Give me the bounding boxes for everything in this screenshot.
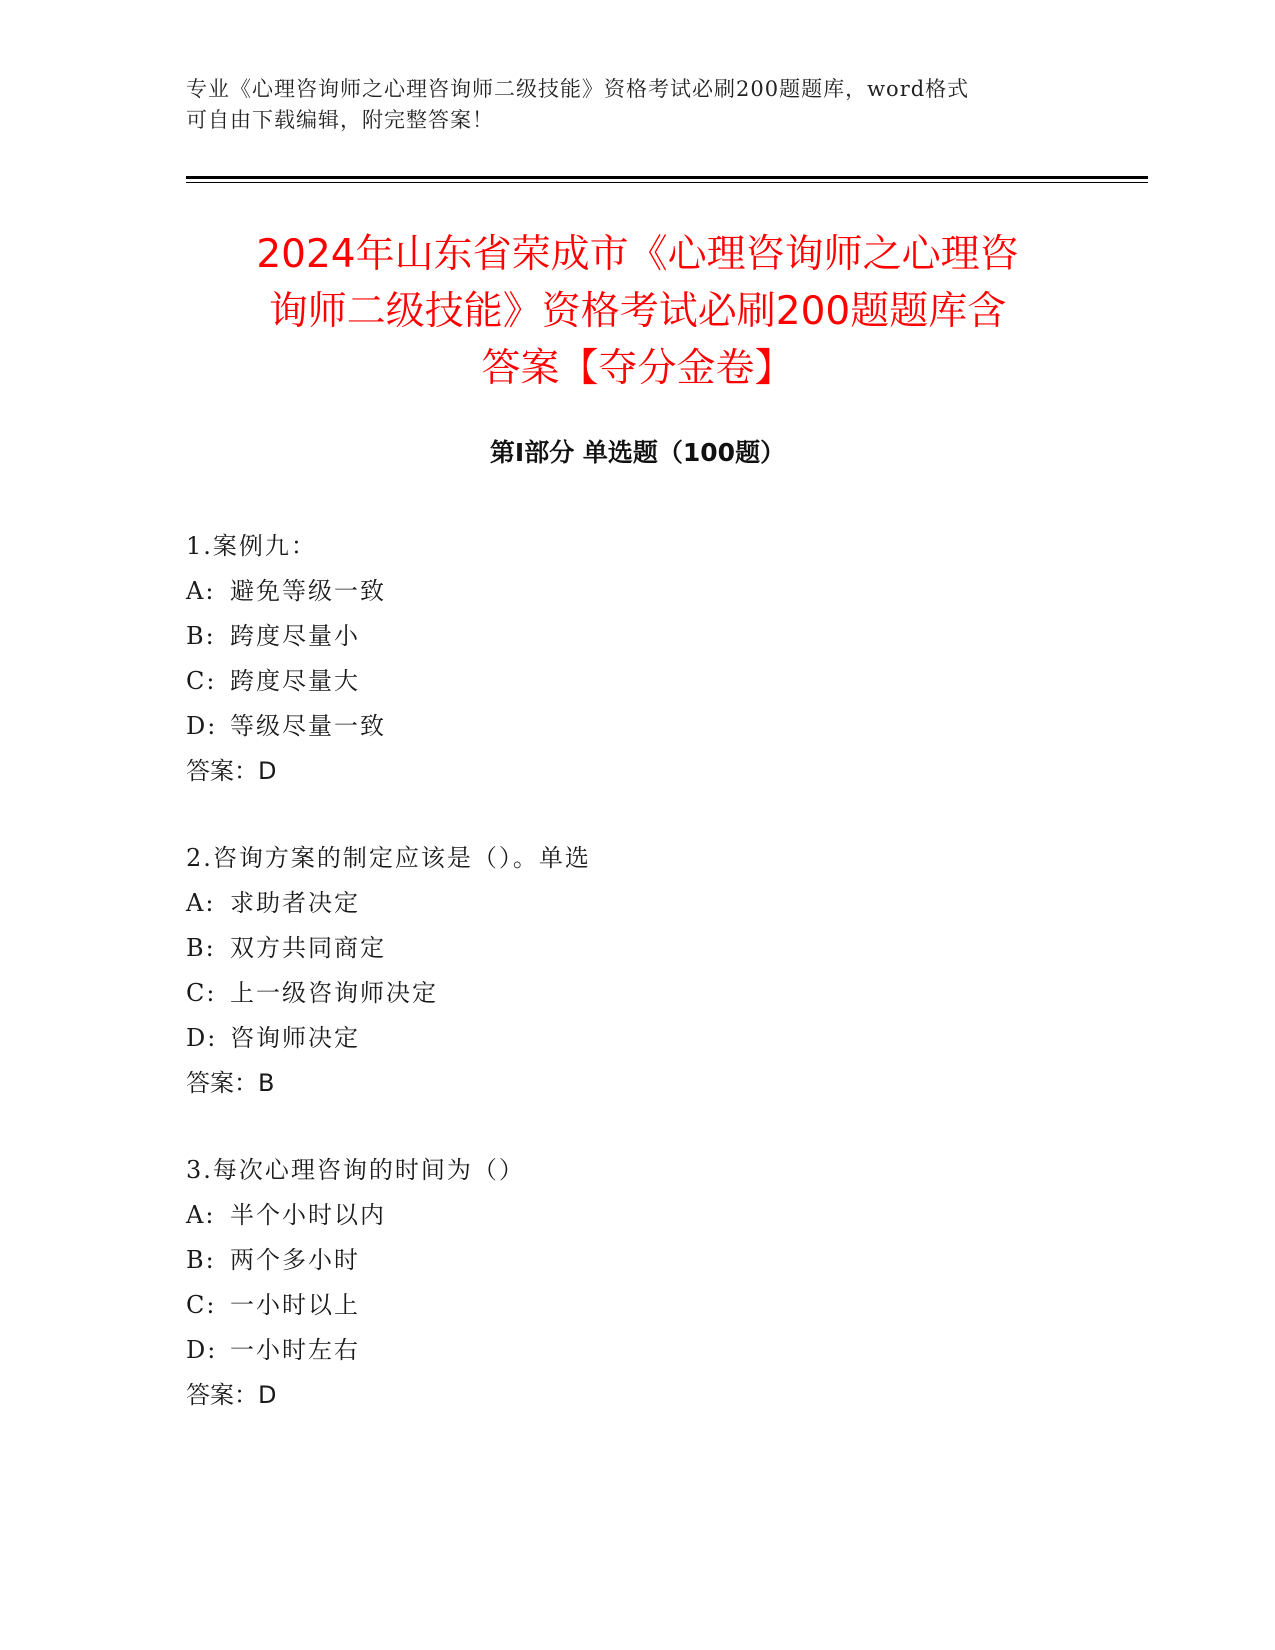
option-letter: B: <box>186 1246 216 1274</box>
question-stem: 2.咨询方案的制定应该是（）。单选 <box>186 844 591 872</box>
option-text: 半个小时以内 <box>230 1201 386 1229</box>
option-b <box>186 1238 1086 1283</box>
option-a <box>186 569 1086 614</box>
option-text: 上一级咨询师决定 <box>230 979 438 1007</box>
option-text: 避免等级一致 <box>230 577 386 605</box>
option-letter: A: <box>186 889 216 917</box>
option-letter: B: <box>186 622 216 650</box>
option-text: 两个多小时 <box>230 1246 360 1274</box>
header-note-line-2: 可自由下载编辑，附完整答案！ <box>186 108 494 132</box>
option-text: 一小时以上 <box>230 1291 360 1319</box>
option-text: 双方共同商定 <box>230 934 386 962</box>
answer-key: 答案：D <box>186 1381 277 1409</box>
option-d <box>186 1328 1086 1373</box>
question-list <box>186 524 1086 1460</box>
header-divider-thick <box>186 176 1148 179</box>
option-b <box>186 614 1086 659</box>
option-letter: A: <box>186 1201 216 1229</box>
option-d <box>186 1016 1086 1061</box>
option-letter: D: <box>186 1024 218 1052</box>
header-note-line-1: 专业《心理咨询师之心理咨询师二级技能》资格考试必刷200题题库，word格式 <box>186 77 970 101</box>
option-letter: B: <box>186 934 216 962</box>
question-stem: 1.案例九： <box>186 532 317 560</box>
question-stem: 3.每次心理咨询的时间为（） <box>186 1156 525 1184</box>
header-divider-thin <box>186 182 1148 183</box>
question-1 <box>186 524 1086 794</box>
option-text: 求助者决定 <box>230 889 360 917</box>
option-letter: A: <box>186 577 216 605</box>
option-letter: D: <box>186 712 218 740</box>
document-title-line-3: 答案【夺分金卷】 <box>481 346 794 391</box>
option-text: 跨度尽量大 <box>230 667 360 695</box>
option-c <box>186 1283 1086 1328</box>
option-text: 等级尽量一致 <box>230 712 386 740</box>
option-letter: C: <box>186 1291 217 1319</box>
option-text: 一小时左右 <box>230 1336 360 1364</box>
option-a <box>186 881 1086 926</box>
option-letter: D: <box>186 1336 218 1364</box>
answer-key: 答案：B <box>186 1069 275 1097</box>
document-title-line-2: 询师二级技能》资格考试必刷200题题库含 <box>268 289 1007 334</box>
document-title <box>180 226 1095 397</box>
header-note <box>186 74 1066 136</box>
option-c <box>186 659 1086 704</box>
option-d <box>186 704 1086 749</box>
option-a <box>186 1193 1086 1238</box>
option-c <box>186 971 1086 1016</box>
answer-key: 答案：D <box>186 757 277 785</box>
question-2 <box>186 836 1086 1106</box>
option-letter: C: <box>186 979 217 1007</box>
section-title: 第Ⅰ部分 单选题（100题） <box>489 438 786 467</box>
document-title-line-1: 2024年山东省荣成市《心理咨询师之心理咨 <box>256 232 1019 277</box>
option-text: 跨度尽量小 <box>230 622 360 650</box>
question-3 <box>186 1148 1086 1418</box>
option-text: 咨询师决定 <box>230 1024 360 1052</box>
option-letter: C: <box>186 667 217 695</box>
option-b <box>186 926 1086 971</box>
